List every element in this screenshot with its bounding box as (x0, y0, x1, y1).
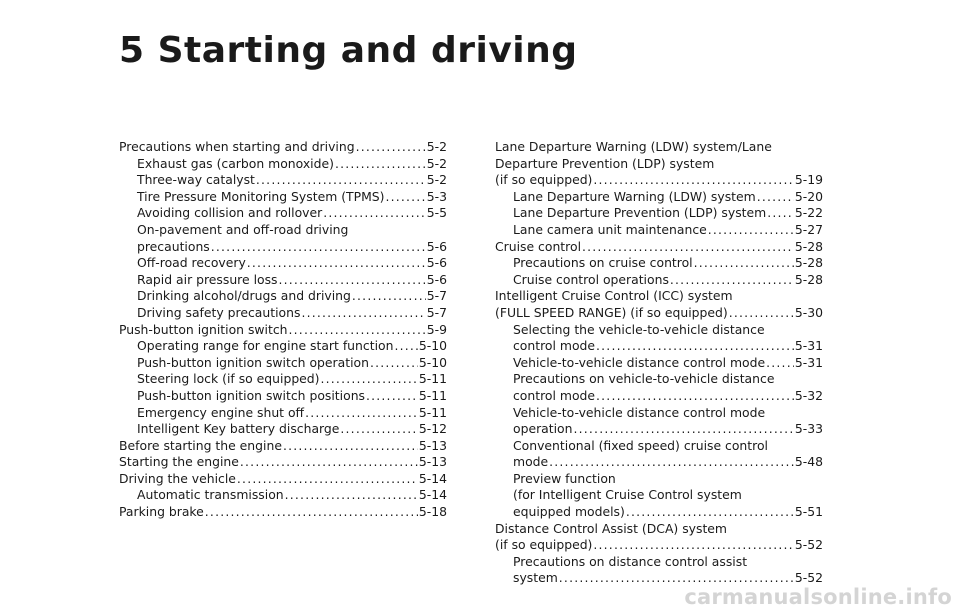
toc-entry-title: Driving the vehicle (119, 470, 236, 486)
toc-entry-title: Three-way catalyst (137, 172, 255, 188)
toc-entry[interactable] (119, 272, 447, 289)
toc-entry-title: Cruise control operations (513, 271, 669, 287)
toc-entry[interactable] (119, 405, 447, 422)
dot-leader (766, 355, 794, 372)
toc-entry-page: 5-10 (418, 338, 447, 354)
toc-entry-text-line: Departure Prevention (LDP) system (495, 155, 715, 171)
toc-entry-text-line: Intelligent Cruise Control (ICC) system (495, 288, 733, 304)
toc-entry-title: Vehicle-to-vehicle distance control mode (513, 354, 766, 370)
toc-entry-title: Exhaust gas (carbon monoxide) (137, 155, 334, 171)
toc-entry-title: Automatic transmission (137, 487, 284, 503)
toc-entry-page: 5-51 (794, 504, 823, 520)
toc-right-column (495, 139, 823, 587)
toc-entry-page: 5-52 (794, 537, 823, 553)
toc-entry-title: Avoiding collision and rollover (137, 205, 323, 221)
toc-entry[interactable] (495, 205, 823, 222)
toc-entry-page: 5-28 (794, 271, 823, 287)
toc-entry-page: 5-22 (794, 205, 823, 221)
toc-entry-page: 5-9 (426, 321, 447, 337)
dot-leader (256, 172, 426, 189)
toc-entry[interactable] (119, 189, 447, 206)
toc-entry-title: equipped models) (513, 504, 625, 520)
toc-entry-page: 5-12 (418, 421, 447, 437)
dot-leader (729, 305, 794, 322)
dot-leader (394, 338, 417, 355)
dot-leader (352, 288, 426, 305)
toc-entry[interactable] (119, 156, 447, 173)
toc-entry-title: Precautions when starting and driving (119, 139, 355, 154)
dot-leader (340, 421, 417, 438)
toc-entry-title: Intelligent Key battery discharge (137, 421, 340, 437)
toc-entry[interactable] (119, 471, 447, 488)
toc-entry-title: Operating range for engine start function (137, 338, 394, 354)
toc-entry[interactable] (495, 272, 823, 289)
toc-entry-page: 5-11 (418, 387, 447, 403)
toc-entry-title: Tire Pressure Monitoring System (TPMS) (137, 188, 385, 204)
toc-entry-title: Push-button ignition switch (119, 321, 288, 337)
dot-leader (321, 371, 418, 388)
toc-entry-page: 5-14 (418, 487, 447, 503)
toc-entry-text-line: (for Intelligent Cruise Control system (513, 487, 742, 503)
toc-entry-title: control mode (513, 387, 596, 403)
toc-entry-page: 5-52 (794, 570, 823, 586)
toc-entry-title: precautions (137, 238, 210, 254)
toc-entry[interactable] (495, 371, 823, 404)
dot-leader (596, 338, 794, 355)
toc-entry-title: Precautions on cruise control (513, 255, 693, 271)
chapter-title: 5 Starting and driving (119, 30, 578, 71)
dot-leader (301, 305, 425, 322)
toc-entry-text-line: Precautions on vehicle-to-vehicle distance (513, 371, 775, 387)
toc-entry[interactable] (119, 338, 447, 355)
toc-entry-page: 5-11 (418, 371, 447, 387)
toc-entry[interactable] (119, 388, 447, 405)
toc-entry-title: operation (513, 421, 573, 437)
dot-leader (279, 272, 426, 289)
toc-entry-text-line: Distance Control Assist (DCA) system (495, 520, 727, 536)
toc-entry-title: control mode (513, 338, 596, 354)
dot-leader (694, 255, 794, 272)
dot-leader (323, 205, 426, 222)
toc-entry[interactable] (119, 454, 447, 471)
dot-leader (205, 504, 418, 521)
toc-entry[interactable] (119, 487, 447, 504)
dot-leader (247, 255, 426, 272)
toc-entry[interactable] (495, 521, 823, 554)
dot-leader (549, 454, 794, 471)
dot-leader (574, 421, 794, 438)
toc-entry-title: Rapid air pressure loss (137, 271, 278, 287)
toc-entry-text-line: Selecting the vehicle-to-vehicle distance (513, 321, 765, 337)
toc-entry[interactable] (495, 554, 823, 587)
toc-entry-page: 5-2 (426, 139, 447, 154)
toc-entry-title: Steering lock (if so equipped) (137, 371, 320, 387)
toc-entry-text-line: Vehicle-to-vehicle distance control mode (513, 404, 766, 420)
toc-entry-text-line: Preview function (513, 470, 616, 486)
toc-entry[interactable] (119, 438, 447, 455)
dot-leader (366, 388, 418, 405)
dot-leader (335, 156, 426, 173)
toc-entry[interactable] (119, 504, 447, 521)
toc-entry-page: 5-2 (426, 155, 447, 171)
dot-leader (237, 471, 418, 488)
toc-entry-page: 5-6 (426, 255, 447, 271)
toc-entry[interactable] (119, 255, 447, 272)
toc-entry[interactable] (495, 438, 823, 471)
toc-entry-page: 5-13 (418, 454, 447, 470)
dot-leader (593, 172, 793, 189)
toc-entry[interactable] (119, 355, 447, 372)
toc-entry[interactable] (119, 322, 447, 339)
toc-entry-title: (FULL SPEED RANGE) (if so equipped) (495, 304, 728, 320)
dot-leader (370, 355, 418, 372)
dot-leader (626, 504, 794, 521)
toc-entry-page: 5-31 (794, 354, 823, 370)
dot-leader (305, 405, 418, 422)
toc-entry[interactable] (495, 239, 823, 256)
toc-entry[interactable] (495, 288, 823, 321)
toc-entry-title: Push-button ignition switch operation (137, 354, 369, 370)
toc-entry-title: (if so equipped) (495, 172, 593, 188)
dot-leader (356, 139, 426, 156)
toc-entry-text-line: On-pavement and off-road driving (137, 221, 349, 237)
toc-entry-page: 5-18 (418, 504, 447, 520)
toc-entry[interactable] (119, 139, 447, 156)
toc-entry-title: Emergency engine shut off (137, 404, 305, 420)
toc-entry[interactable] (119, 305, 447, 322)
toc-entry-title: Starting the engine (119, 454, 239, 470)
toc-entry[interactable] (495, 255, 823, 272)
toc-entry-page: 5-19 (794, 172, 823, 188)
toc-entry[interactable] (119, 205, 447, 222)
dot-leader (385, 189, 425, 206)
toc-entry-page: 5-30 (794, 304, 823, 320)
toc-entry-title: Off-road recovery (137, 255, 246, 271)
toc-entry-title: system (513, 570, 558, 586)
toc-entry[interactable] (119, 288, 447, 305)
toc-entry-title: Lane Departure Prevention (LDP) system (513, 205, 767, 221)
toc-entry[interactable] (495, 222, 823, 239)
toc-entry-title: (if so equipped) (495, 537, 593, 553)
toc-entry-title: Parking brake (119, 504, 204, 520)
dot-leader (767, 205, 794, 222)
toc-entry[interactable] (495, 471, 823, 521)
toc-entry-page: 5-32 (794, 387, 823, 403)
toc-entry-title: Push-button ignition switch positions (137, 387, 365, 403)
toc-entry-title: Lane camera unit maintenance (513, 221, 707, 237)
toc-entry[interactable] (495, 405, 823, 438)
dot-leader (283, 438, 418, 455)
toc-left-column (119, 139, 447, 521)
toc-entry-title: Lane Departure Warning (LDW) system (513, 188, 756, 204)
toc-entry-page: 5-11 (418, 404, 447, 420)
toc-entry-page: 5-7 (426, 304, 447, 320)
toc-entry[interactable] (495, 139, 823, 189)
dot-leader (285, 487, 418, 504)
toc-entry-text-line: Precautions on distance control assist (513, 553, 748, 569)
toc-entry-page: 5-20 (794, 188, 823, 204)
dot-leader (593, 537, 793, 554)
toc-entry-page: 5-27 (794, 221, 823, 237)
toc-entry-title: mode (513, 454, 549, 470)
toc-entry-page: 5-28 (794, 255, 823, 271)
toc-entry[interactable] (495, 322, 823, 355)
toc-entry-page: 5-6 (426, 271, 447, 287)
dot-leader (240, 454, 418, 471)
toc-entry-page: 5-10 (418, 354, 447, 370)
toc-entry[interactable] (495, 355, 823, 372)
toc-entry-page: 5-6 (426, 238, 447, 254)
toc-entry[interactable] (119, 371, 447, 388)
toc-entry[interactable] (119, 222, 447, 255)
toc-entry-page: 5-5 (426, 205, 447, 221)
toc-entry-title: Drinking alcohol/drugs and driving (137, 288, 351, 304)
toc-entry-title: Driving safety precautions (137, 304, 301, 320)
toc-entry-page: 5-13 (418, 437, 447, 453)
dot-leader (596, 388, 794, 405)
toc-entry-title: Before starting the engine (119, 437, 282, 453)
toc-entry-text-line: Conventional (fixed speed) cruise control (513, 437, 768, 453)
toc-entry-page: 5-14 (418, 470, 447, 486)
toc-entry-page: 5-2 (426, 172, 447, 188)
toc-entry-page: 5-33 (794, 421, 823, 437)
toc-entry-page: 5-48 (794, 454, 823, 470)
dot-leader (757, 189, 794, 206)
toc-entry-page: 5-3 (426, 188, 447, 204)
toc-entry-page: 5-28 (794, 238, 823, 254)
toc-entry-title: Cruise control (495, 238, 582, 254)
dot-leader (708, 222, 794, 239)
toc-entry[interactable] (495, 189, 823, 206)
toc-entry-text-line: Lane Departure Warning (LDW) system/Lane (495, 139, 772, 154)
toc-entry[interactable] (119, 421, 447, 438)
toc-entry-page: 5-7 (426, 288, 447, 304)
toc-entry-page: 5-31 (794, 338, 823, 354)
dot-leader (211, 239, 426, 256)
dot-leader (289, 322, 426, 339)
toc-entry[interactable] (119, 172, 447, 189)
dot-leader (582, 239, 794, 256)
watermark: carmanualsonline.info (684, 585, 952, 609)
dot-leader (670, 272, 794, 289)
